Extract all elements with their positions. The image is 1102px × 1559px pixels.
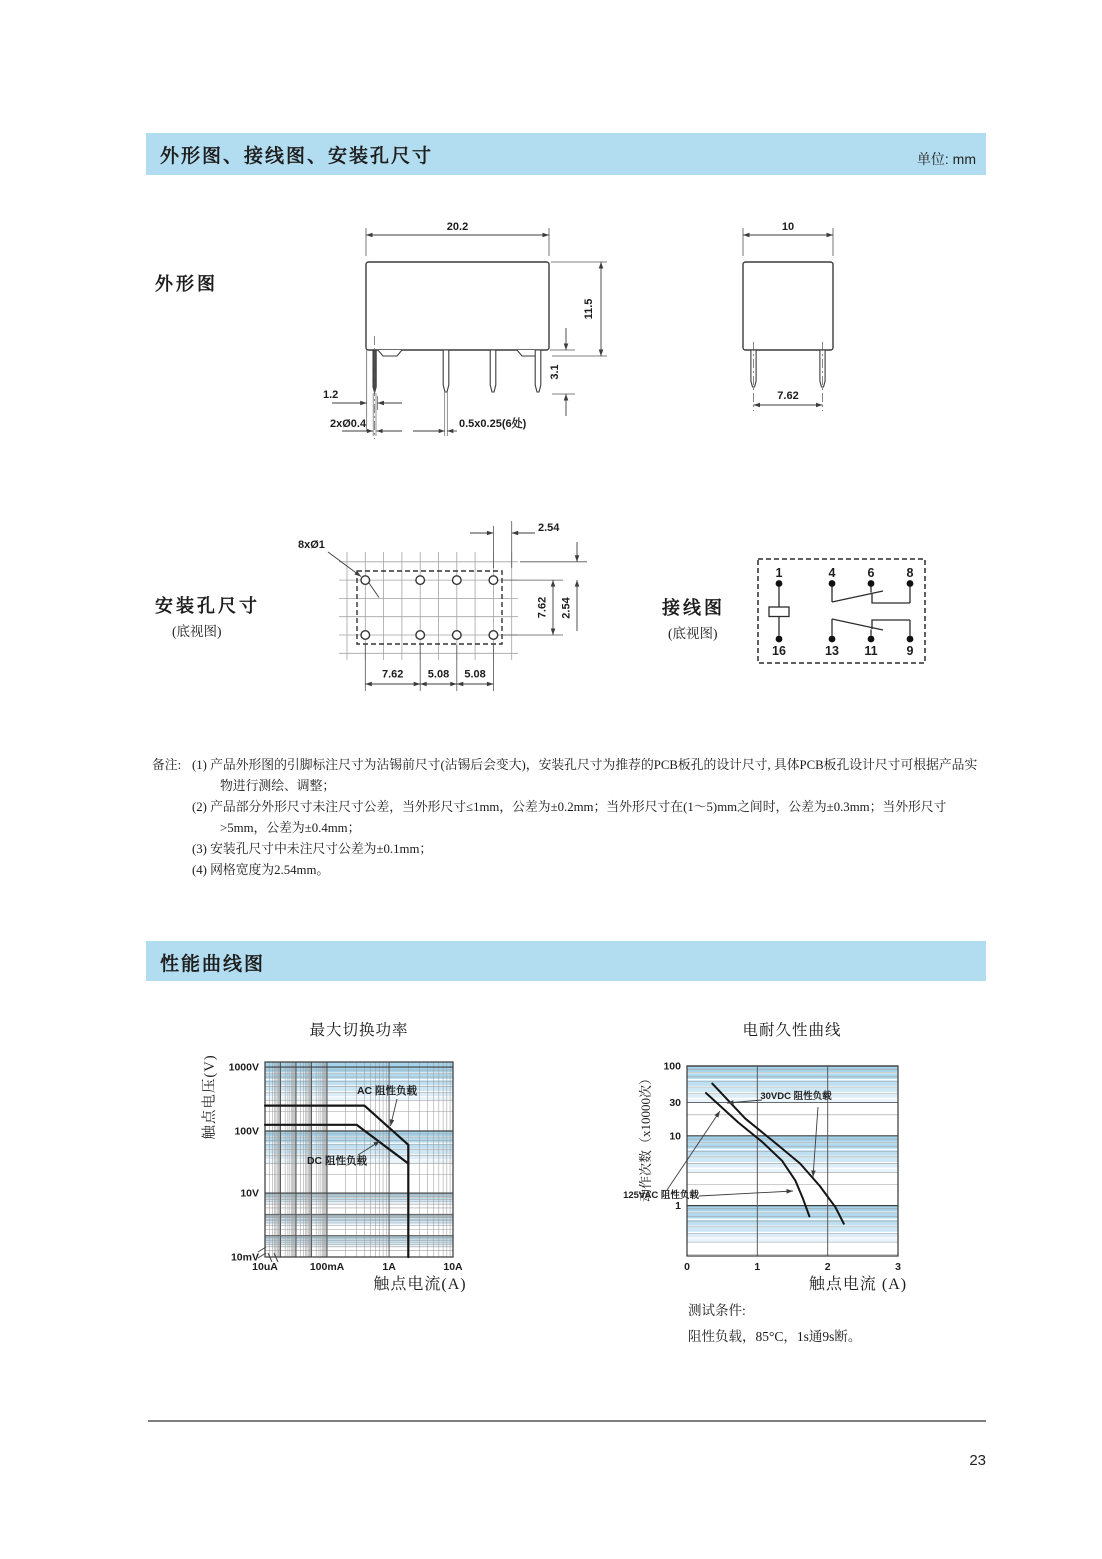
coil-symbol [769,607,789,617]
pin-number-top: 1 [775,566,783,580]
contact-bracket [872,620,910,629]
y-tick-label: 1 [675,1200,681,1213]
chart-stripe [687,1227,898,1232]
test-conditions-detail: 阻性负载，85°C，1s通9s断。 [688,1329,862,1344]
pin-dot [776,636,783,643]
y-tick-label: 10 [669,1130,681,1143]
chart-stripe [265,1138,453,1143]
y-tick-label: 30 [669,1096,681,1109]
mounting-holes-label: 安装孔尺寸 [155,596,260,616]
mounting-hole [453,576,462,585]
pin-dot [907,580,914,587]
pin-number-top: 8 [906,566,914,580]
chart-stripe [265,1221,453,1222]
label-125vac-load: 125VAC 阻性负载 [623,1190,699,1201]
dim-grid-pitch-right: 2.54 [560,597,573,619]
chart-stripe [265,1200,453,1201]
dim-pin-offset: 1.2 [323,389,339,401]
chart-stripe [687,1169,898,1173]
flat-pin [443,350,449,392]
note-item-1: (1) 产品外形图的引脚标注尺寸为沾锡前尺寸(沾锡后会变大)，安装孔尺寸为推荐的PCB板孔的设计尺寸, 具体PCB板孔设计尺寸可根据产品实物进行测绘、调整； [192,758,978,793]
relay-body-front [366,262,549,350]
test-conditions-title: 测试条件: [688,1303,746,1318]
y-tick-label: 10V [240,1187,259,1200]
x-tick-label: 2 [824,1261,831,1273]
mounting-hole [489,631,498,640]
mounting-hole [361,576,370,585]
flat-pin [490,350,496,392]
chart-stripe [687,1213,898,1219]
pin-dot [776,580,783,587]
test-conditions [688,1298,861,1350]
dim-pin-cross: 0.5x0.25(6处) [459,418,527,430]
chart-stripe [687,1143,898,1149]
chart-stripe [265,1097,453,1100]
label-dc-load: DC 阻性负载 [306,1155,368,1167]
pin-dot [868,580,875,587]
chart-stripe [687,1163,898,1167]
dim-pin-protrusion: 3.1 [549,364,561,380]
chart-stripe [687,1220,898,1226]
dim-side-width: 10 [781,221,795,233]
chart-stripe [687,1150,898,1156]
outline-front-view-drawing [290,205,630,450]
mounting-holes-view-label: (底视图) [172,624,222,639]
mounting-hole [453,631,462,640]
pin-number-top: 4 [828,566,836,580]
chart-stripe [265,1074,453,1079]
x-tick-label: 1A [382,1261,396,1273]
pin-dot [907,636,914,643]
mounting-hole [361,631,370,640]
relay-body-side [743,262,833,350]
chart-stripe [687,1239,898,1243]
y-axis-title: 动作次数（x10000次） [638,1071,653,1203]
x-tick-label: 0 [684,1261,690,1273]
y-tick-label: 10mV [230,1251,259,1264]
flat-pin [535,350,541,392]
pin-number-bottom: 9 [906,644,914,658]
dim-grid-pitch-top: 2.54 [538,522,560,534]
pin-number-bottom: 11 [864,644,878,658]
chart-stripe [265,1062,453,1067]
standoff-notch [378,350,402,356]
dim-front-width: 20.2 [446,221,469,233]
chart-stripe [687,1080,898,1086]
section-header-curves [146,941,986,981]
pcb-outline-dashed [357,571,502,644]
x-tick-label: 10A [443,1261,463,1273]
y-tick-label: 1000V [228,1061,259,1074]
max-switching-power-chart [190,1040,530,1305]
notes-label: 备注: [152,758,182,772]
chart-stripe [265,1150,453,1154]
chart-stripe [265,1242,453,1243]
electrical-endurance-chart [600,1040,960,1305]
notes-block [152,755,986,881]
dim-front-height: 11.5 [583,298,595,320]
footer-divider [148,1420,986,1422]
chart-stripe [687,1073,898,1079]
note-item-3: (3) 安装孔尺寸中未注尺寸公差为±0.1mm； [192,842,433,856]
pin-dot [868,636,875,643]
page-number: 23 [969,1452,986,1469]
chart-title-max-switching-power: 最大切换功率 [309,1022,409,1039]
notes-items [192,755,986,881]
y-tick-label: 100 [663,1060,681,1073]
wiring-diagram-label: 接线图 [662,598,725,618]
x-axis-title: 触点电流(A) [373,1276,467,1293]
dim-pitch-2: 5.08 [427,668,450,681]
pin-dot [829,580,836,587]
note-item-4: (4) 网格宽度为2.54mm。 [192,863,330,877]
x-tick-label: 3 [895,1261,901,1273]
y-axis-title: 触点电压(V) [202,1054,218,1140]
chart-stripe [687,1233,898,1237]
wiring-diagram-view-label: (底视图) [668,626,718,641]
mounting-holes-drawing [280,505,600,705]
mounting-hole [416,631,425,640]
dim-pitch-1: 7.62 [381,668,404,681]
unit-label: 单位: mm [916,151,976,167]
wiring-diagram-drawing [650,535,950,685]
x-tick-label: 1 [754,1261,761,1273]
pin-dot [829,636,836,643]
y-tick-label: 100V [234,1125,259,1138]
x-tick-label: 10uA [252,1261,278,1273]
outline-side-view-drawing [700,205,890,430]
label-ac-load: AC 阻性负载 [356,1085,418,1097]
contact-bracket [872,594,910,603]
section-header-dimensions [146,133,986,175]
dim-row-pitch: 7.62 [536,596,549,619]
x-axis-title: 触点电流 (A) [808,1276,908,1293]
note-item-2: (2) 产品部分外形尺寸未注尺寸公差，当外形尺寸≤1mm，公差为±0.2mm；当外形尺寸在(1～5)mm之间时，公差为±0.3mm；当外形尺寸>5mm，公差为±0.4mm； [192,800,947,835]
mounting-hole [489,576,498,585]
x-tick-label: 100mA [309,1261,345,1273]
dim-hole-callout: 8xØ1 [298,539,325,551]
pin-number-top: 6 [867,566,875,580]
dim-pin-dia: 2xØ0.4 [330,418,367,430]
dim-side-pin-pitch: 7.62 [777,390,799,402]
chart-title-electrical-endurance: 电耐久性曲线 [742,1022,842,1039]
dim-pitch-3: 5.08 [464,668,486,681]
pin-number-bottom: 16 [772,644,786,658]
outline-drawing-label: 外形图 [155,274,218,294]
label-30vdc-load: 30VDC 阻性负载 [760,1091,832,1102]
pin-number-bottom: 13 [825,644,839,658]
section-title-dimensions: 外形图、接线图、安装孔尺寸 [160,146,434,167]
mounting-hole [416,576,425,585]
section-title-curves: 性能曲线图 [160,954,266,975]
curve-AC 阻性负载 [265,1106,408,1257]
chart-stripe [265,1144,453,1149]
